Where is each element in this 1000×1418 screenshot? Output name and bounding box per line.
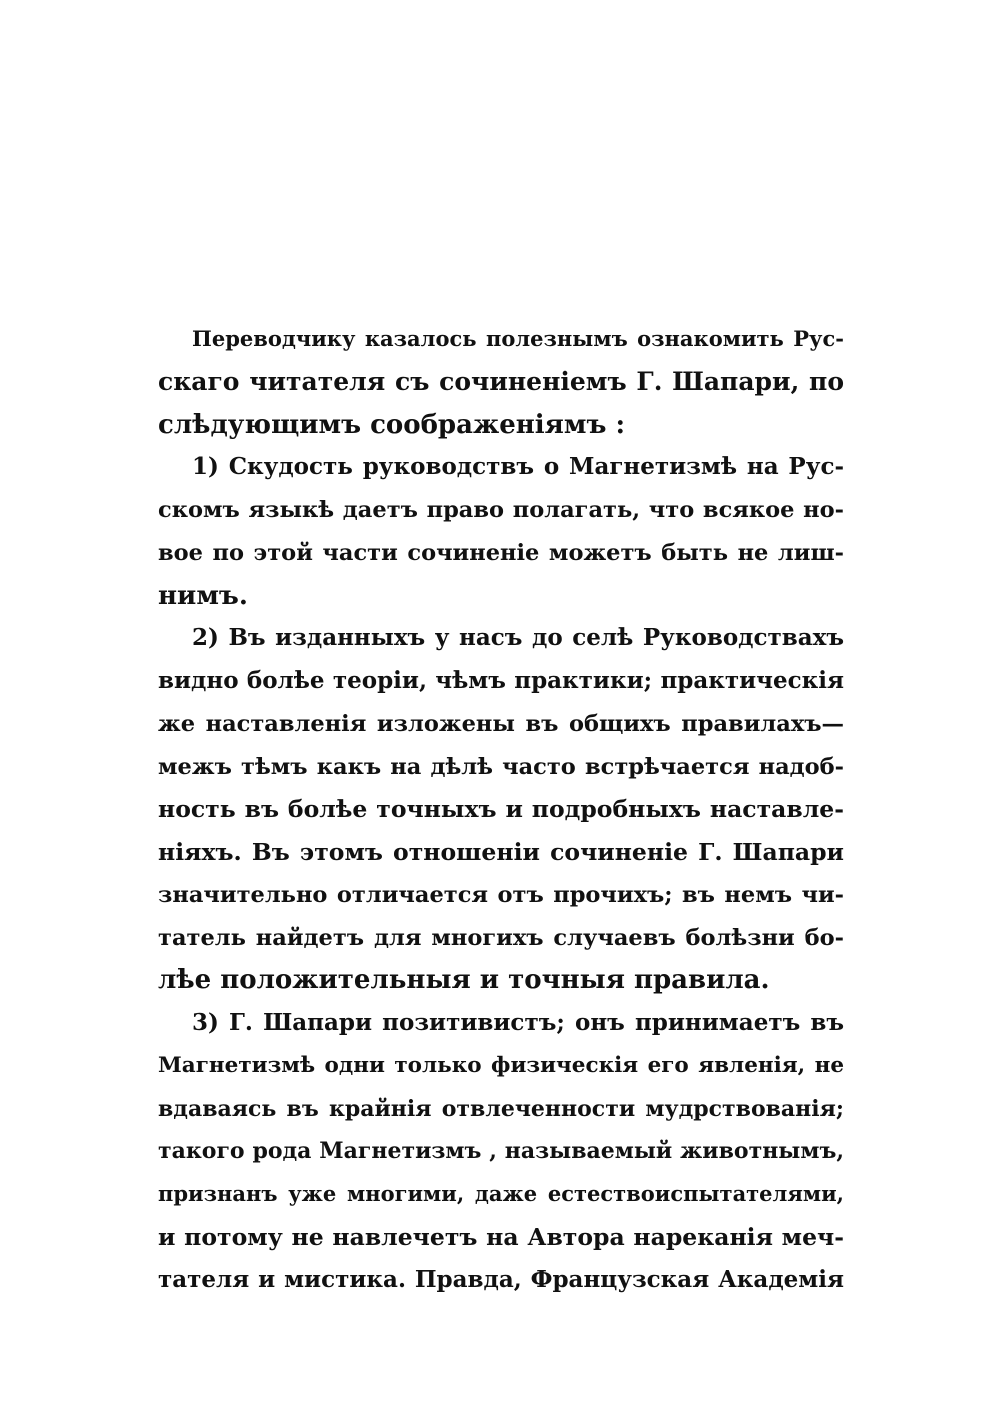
text-line: 3) Г. Шапари позитивистъ; онъ принимаетъ въ (192, 1009, 844, 1036)
text-line: межъ тѣмъ какъ на дѣлѣ часто встрѣчается надоб- (158, 753, 844, 780)
text-line: ность въ болѣе точныхъ и подробныхъ наставле- (158, 795, 844, 824)
text-line: значительно отличается отъ прочихъ; въ немъ чи- (158, 881, 844, 908)
text-line: нимъ. (158, 580, 248, 611)
text-line: лѣе положительныя и точныя правила. (158, 965, 770, 996)
text-line: татель найдетъ для многихъ случаевъ болѣзни бо- (158, 924, 844, 951)
body-text (158, 318, 844, 1301)
text-line: 2) Въ изданныхъ у насъ до селѣ Руководствахъ (192, 624, 844, 652)
text-line: Магнетизмѣ одни только физическія его явленія, не (158, 1052, 844, 1078)
text-line: вдаваясь въ крайнія отвлеченности мудрствованія; (158, 1095, 844, 1122)
text-line: скаго читателя съ сочиненіемъ Г. Шапари, по (158, 366, 844, 396)
text-line: такого рода Магнетизмъ , называемый животнымъ, (158, 1138, 844, 1165)
text-line: же наставленія изложены въ общихъ правилахъ— (158, 710, 844, 737)
text-line: 1) Скудость руководствъ о Магнетизмѣ на Рус- (192, 453, 844, 481)
text-line: ніяхъ. Въ этомъ отношеніи сочиненіе Г. Шапари (158, 838, 844, 866)
text-line: и потому не навлечетъ на Автора нареканія меч- (158, 1222, 844, 1251)
text-line: видно болѣе теоріи, чѣмъ практики; практическія (158, 667, 844, 694)
text-line: Переводчику казалось полезнымъ ознакомить Рус- (192, 326, 844, 351)
text-line: скомъ языкѣ даетъ право полагать, что всякое но- (158, 497, 844, 523)
text-line: тателя и мистика. Правда, Французская Академія (158, 1265, 844, 1293)
text-line: слѣдующимъ соображеніямъ : (158, 409, 626, 440)
text-line: вое по этой части сочиненіе можетъ быть не лиш- (158, 539, 844, 566)
text-line: признанъ уже многими, даже естествоиспытателями, (158, 1181, 844, 1206)
